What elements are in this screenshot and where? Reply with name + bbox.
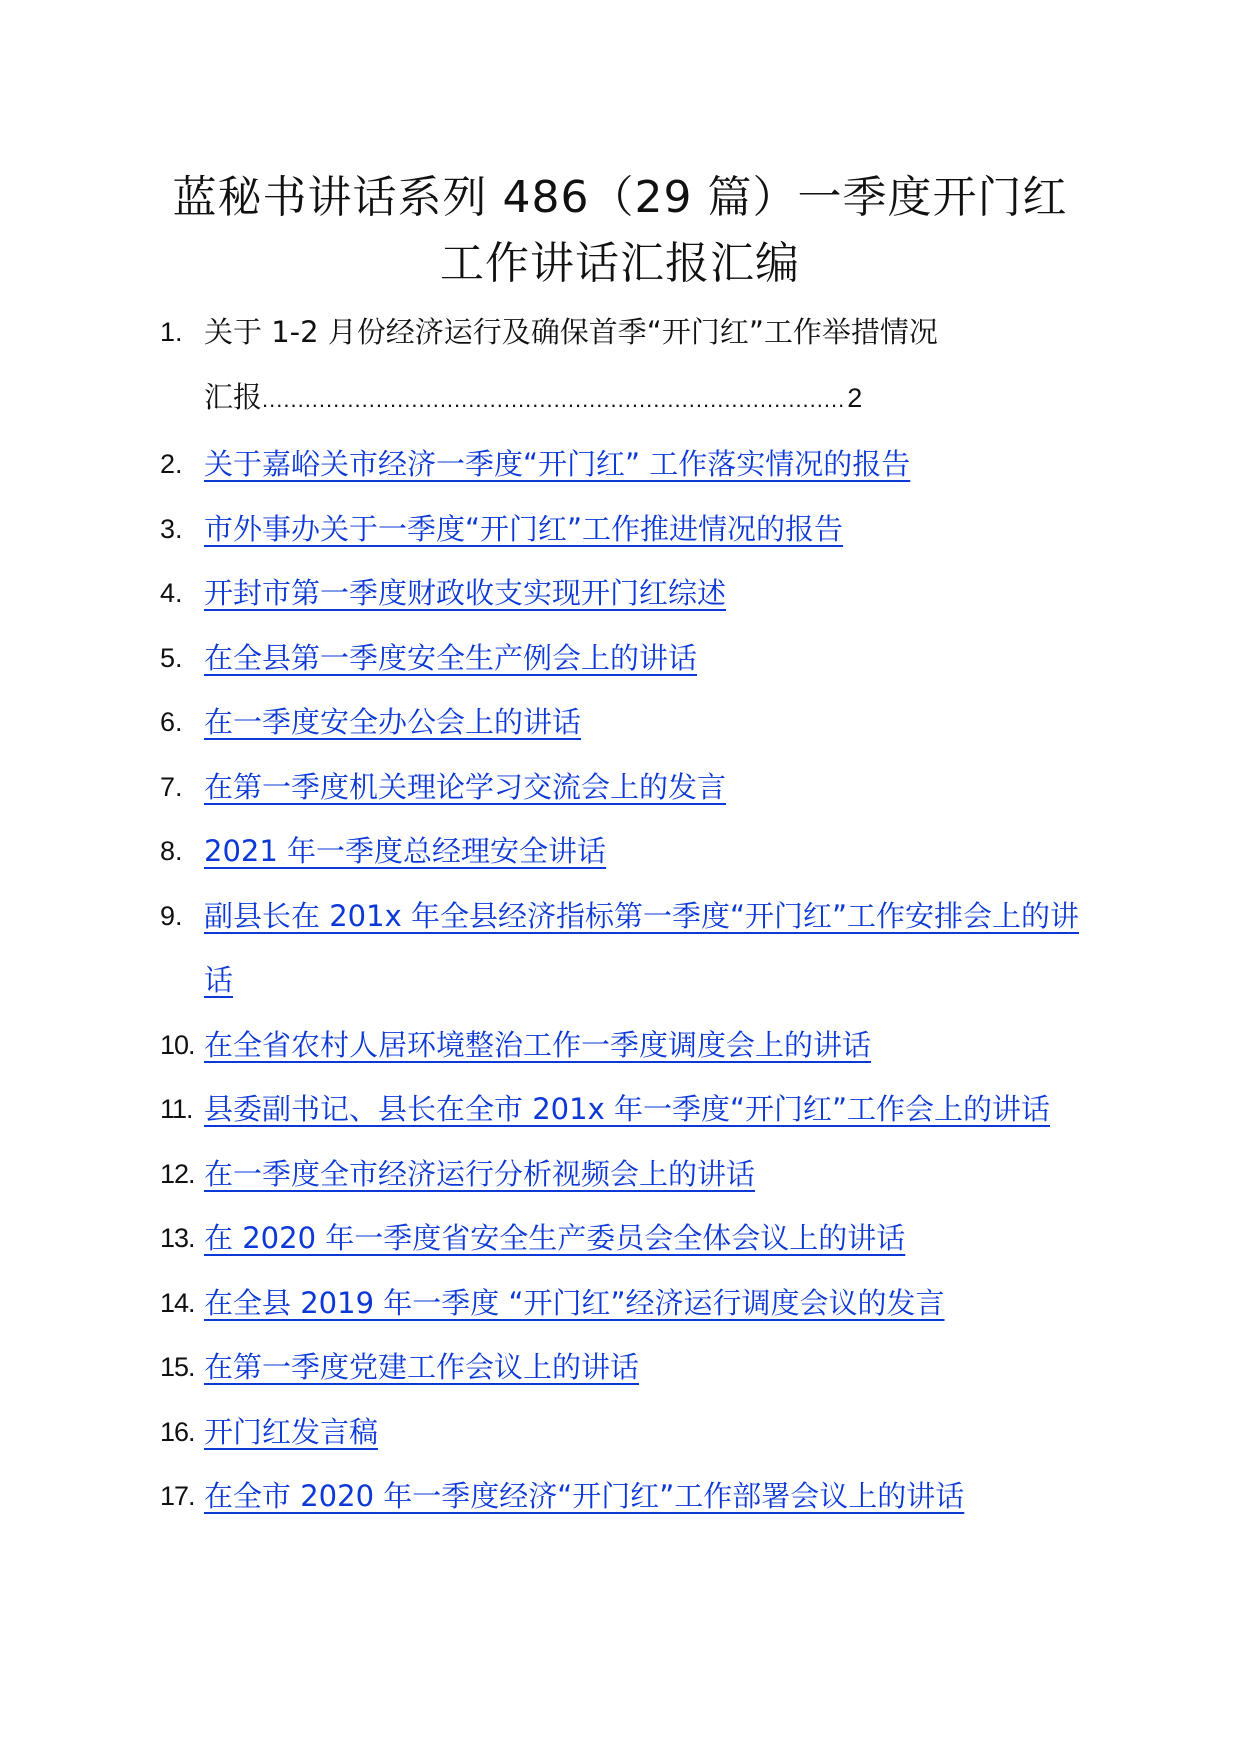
toc-entry-text — [204, 300, 1100, 432]
title-line-1: 蓝秘书讲话系列 486（29 篇）一季度开门红 — [172, 172, 1068, 223]
toc-link[interactable]: 在全市 2020 年一季度经济“开门红”工作部署会议上的讲话 — [204, 1479, 965, 1513]
toc-link[interactable]: 在一季度全市经济运行分析视频会上的讲话 — [204, 1156, 756, 1191]
toc-number: 2. — [160, 449, 183, 479]
document-title — [140, 165, 1100, 297]
toc-number: 15. — [160, 1352, 195, 1382]
toc-entry-7 — [160, 755, 1100, 820]
toc-page-number: 2 — [847, 382, 863, 413]
toc-link[interactable]: 市外事办关于一季度“开门红”工作推进情况的报告 — [204, 511, 844, 546]
toc-entry-1 — [160, 300, 1100, 432]
toc-entry-2 — [160, 432, 1100, 497]
toc-entry-10 — [160, 1013, 1100, 1078]
toc-link[interactable]: 在全县 2019 年一季度 “开门红”经济运行调度会议的发言 — [204, 1285, 945, 1320]
toc-entry-15 — [160, 1335, 1100, 1400]
toc-entry-3 — [160, 497, 1100, 562]
toc-entry-11 — [160, 1077, 1100, 1142]
toc-entry-9 — [160, 884, 1100, 1013]
toc-number: 17. — [160, 1481, 195, 1511]
toc-number: 16. — [160, 1416, 195, 1447]
toc-number: 9. — [160, 900, 183, 931]
toc-link[interactable]: 在第一季度党建工作会议上的讲话 — [204, 1350, 640, 1384]
toc-number: 14. — [160, 1287, 195, 1318]
toc-number: 10. — [160, 1029, 195, 1060]
table-of-contents — [160, 300, 1100, 1529]
toc-entry-16 — [160, 1400, 1100, 1465]
toc-number: 11. — [160, 1094, 193, 1124]
toc-number: 4. — [160, 578, 183, 608]
toc-number: 12. — [160, 1158, 195, 1189]
toc-dot-leader: .................................................................................. — [262, 386, 846, 412]
toc-entry-8 — [160, 819, 1100, 884]
toc-entry-4 — [160, 561, 1100, 626]
toc-entry-6 — [160, 690, 1100, 755]
toc-number: 8. — [160, 836, 183, 866]
toc-number: 3. — [160, 513, 183, 544]
toc-link[interactable]: 在 2020 年一季度省安全生产委员会全体会议上的讲话 — [204, 1221, 906, 1255]
toc-entry-line-2 — [204, 365, 1100, 433]
toc-number: 5. — [160, 642, 183, 673]
toc-link[interactable]: 县委副书记、县长在全市 201x 年一季度“开门红”工作会上的讲话 — [204, 1092, 1050, 1126]
toc-link[interactable]: 在一季度安全办公会上的讲话 — [204, 705, 582, 739]
toc-entry-17 — [160, 1464, 1100, 1529]
toc-entry-line-2-text: 汇报 — [204, 379, 263, 414]
toc-link[interactable]: 在全省农村人居环境整治工作一季度调度会上的讲话 — [204, 1027, 872, 1062]
toc-link[interactable]: 2021 年一季度总经理安全讲话 — [204, 834, 607, 868]
toc-entry-13 — [160, 1206, 1100, 1271]
toc-link[interactable]: 开门红发言稿 — [204, 1414, 379, 1449]
toc-link[interactable]: 关于嘉峪关市经济一季度“开门红” 工作落实情况的报告 — [204, 447, 911, 481]
toc-link[interactable]: 在第一季度机关理论学习交流会上的发言 — [204, 769, 727, 804]
toc-number: 7. — [160, 771, 183, 802]
toc-entry-12 — [160, 1142, 1100, 1207]
toc-link[interactable]: 开封市第一季度财政收支实现开门红综述 — [204, 576, 727, 610]
toc-link[interactable]: 在全县第一季度安全生产例会上的讲话 — [204, 640, 698, 675]
toc-entry-14 — [160, 1271, 1100, 1336]
toc-entry-5 — [160, 626, 1100, 691]
toc-number: 1. — [160, 317, 183, 347]
toc-link[interactable]: 副县长在 201x 年全县经济指标第一季度“开门红”工作安排会上的讲话 — [204, 898, 1079, 997]
toc-number: 6. — [160, 707, 183, 737]
title-line-2: 工作讲话汇报汇编 — [440, 238, 800, 289]
toc-number: 13. — [160, 1223, 195, 1253]
toc-entry-line-1: 关于 1-2 月份经济运行及确保首季“开门红”工作举措情况 — [204, 315, 938, 349]
